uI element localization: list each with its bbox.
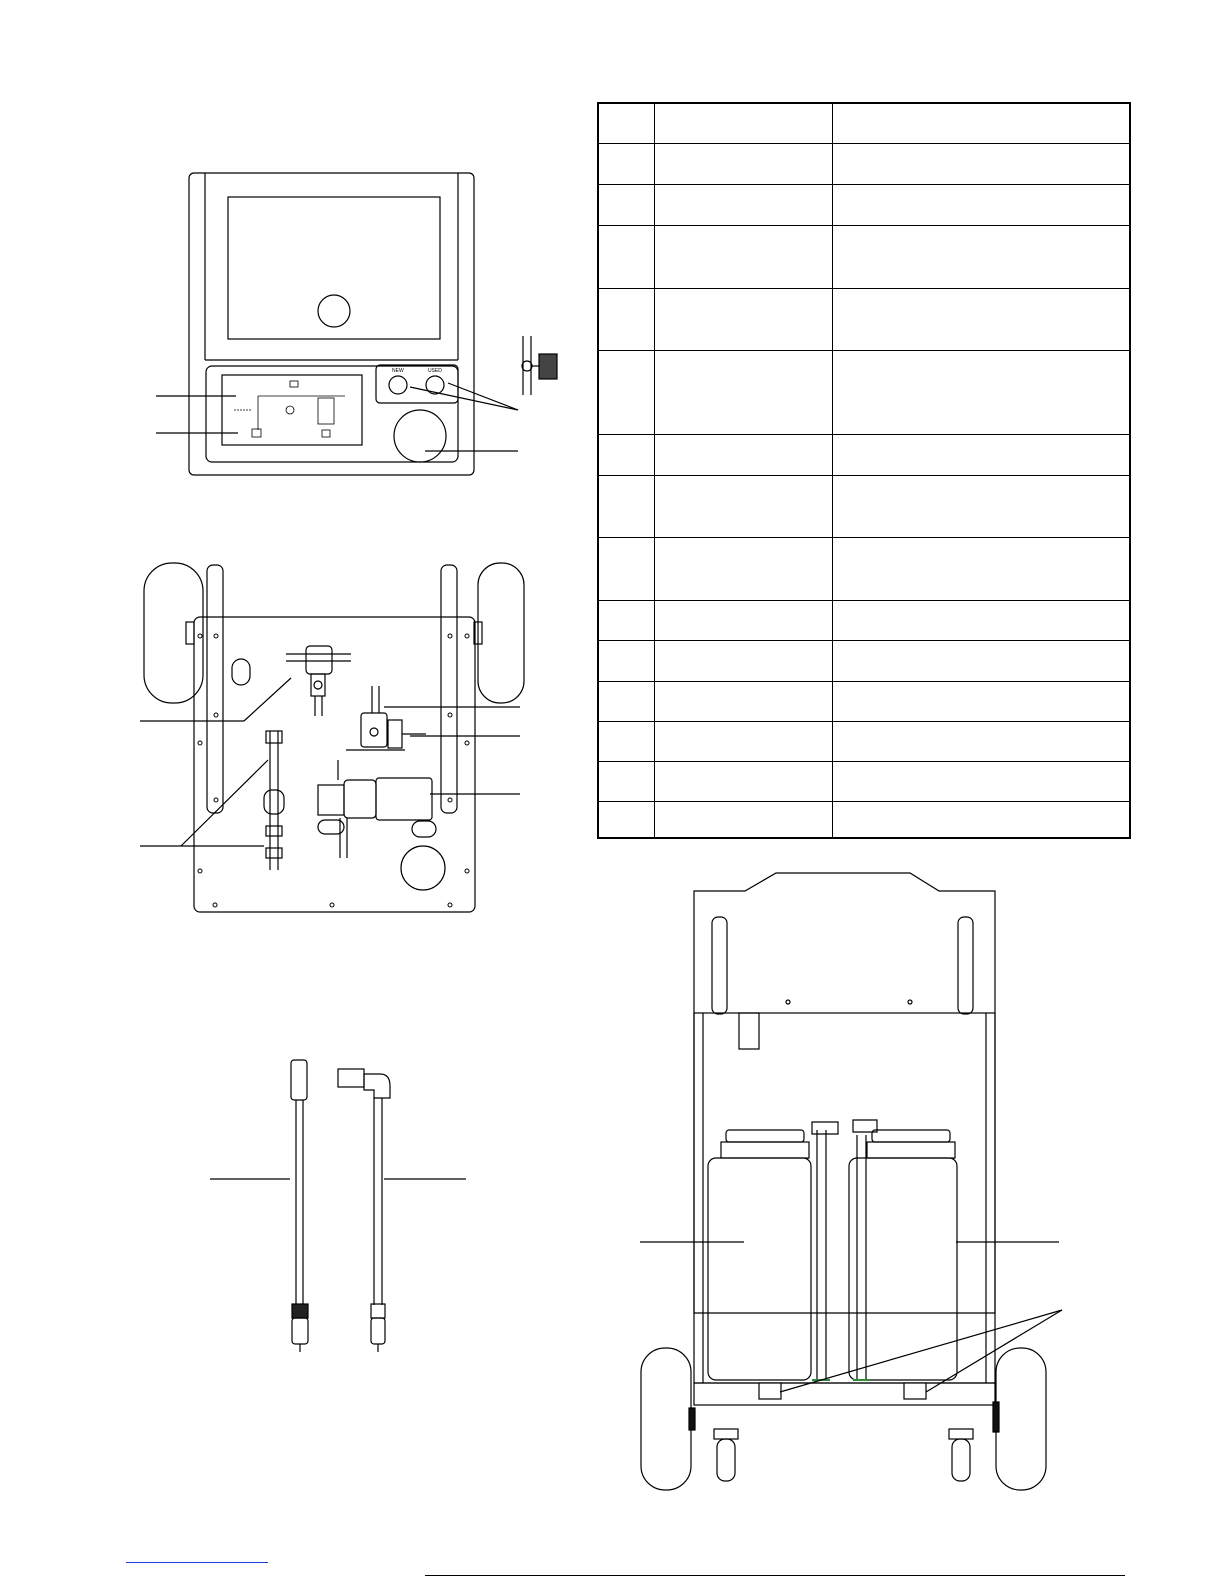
table-row xyxy=(598,475,1130,537)
used-gauge-label: USED xyxy=(428,368,442,374)
plumbing-view xyxy=(140,563,524,912)
table-row xyxy=(598,801,1130,838)
table-row xyxy=(598,434,1130,475)
table-row xyxy=(598,288,1130,350)
table-row xyxy=(598,640,1130,681)
footer-rule xyxy=(425,1575,1125,1576)
new-gauge-label: NEW xyxy=(392,368,404,374)
footer-link-underline[interactable] xyxy=(126,1562,268,1563)
table-row xyxy=(598,225,1130,288)
table-row xyxy=(598,184,1130,225)
fitting-detail xyxy=(522,336,557,395)
table-row xyxy=(598,761,1130,801)
parts-list-table xyxy=(597,102,1131,839)
table-row xyxy=(598,721,1130,761)
table-row xyxy=(598,600,1130,640)
panel-schematic xyxy=(234,381,345,437)
front-panel-view xyxy=(156,173,557,475)
table-row xyxy=(598,350,1130,434)
rear-view xyxy=(640,873,1062,1490)
table-row xyxy=(598,103,1130,143)
hoses-view xyxy=(210,1060,466,1352)
table-row xyxy=(598,143,1130,184)
table-row xyxy=(598,537,1130,600)
table-row xyxy=(598,681,1130,721)
